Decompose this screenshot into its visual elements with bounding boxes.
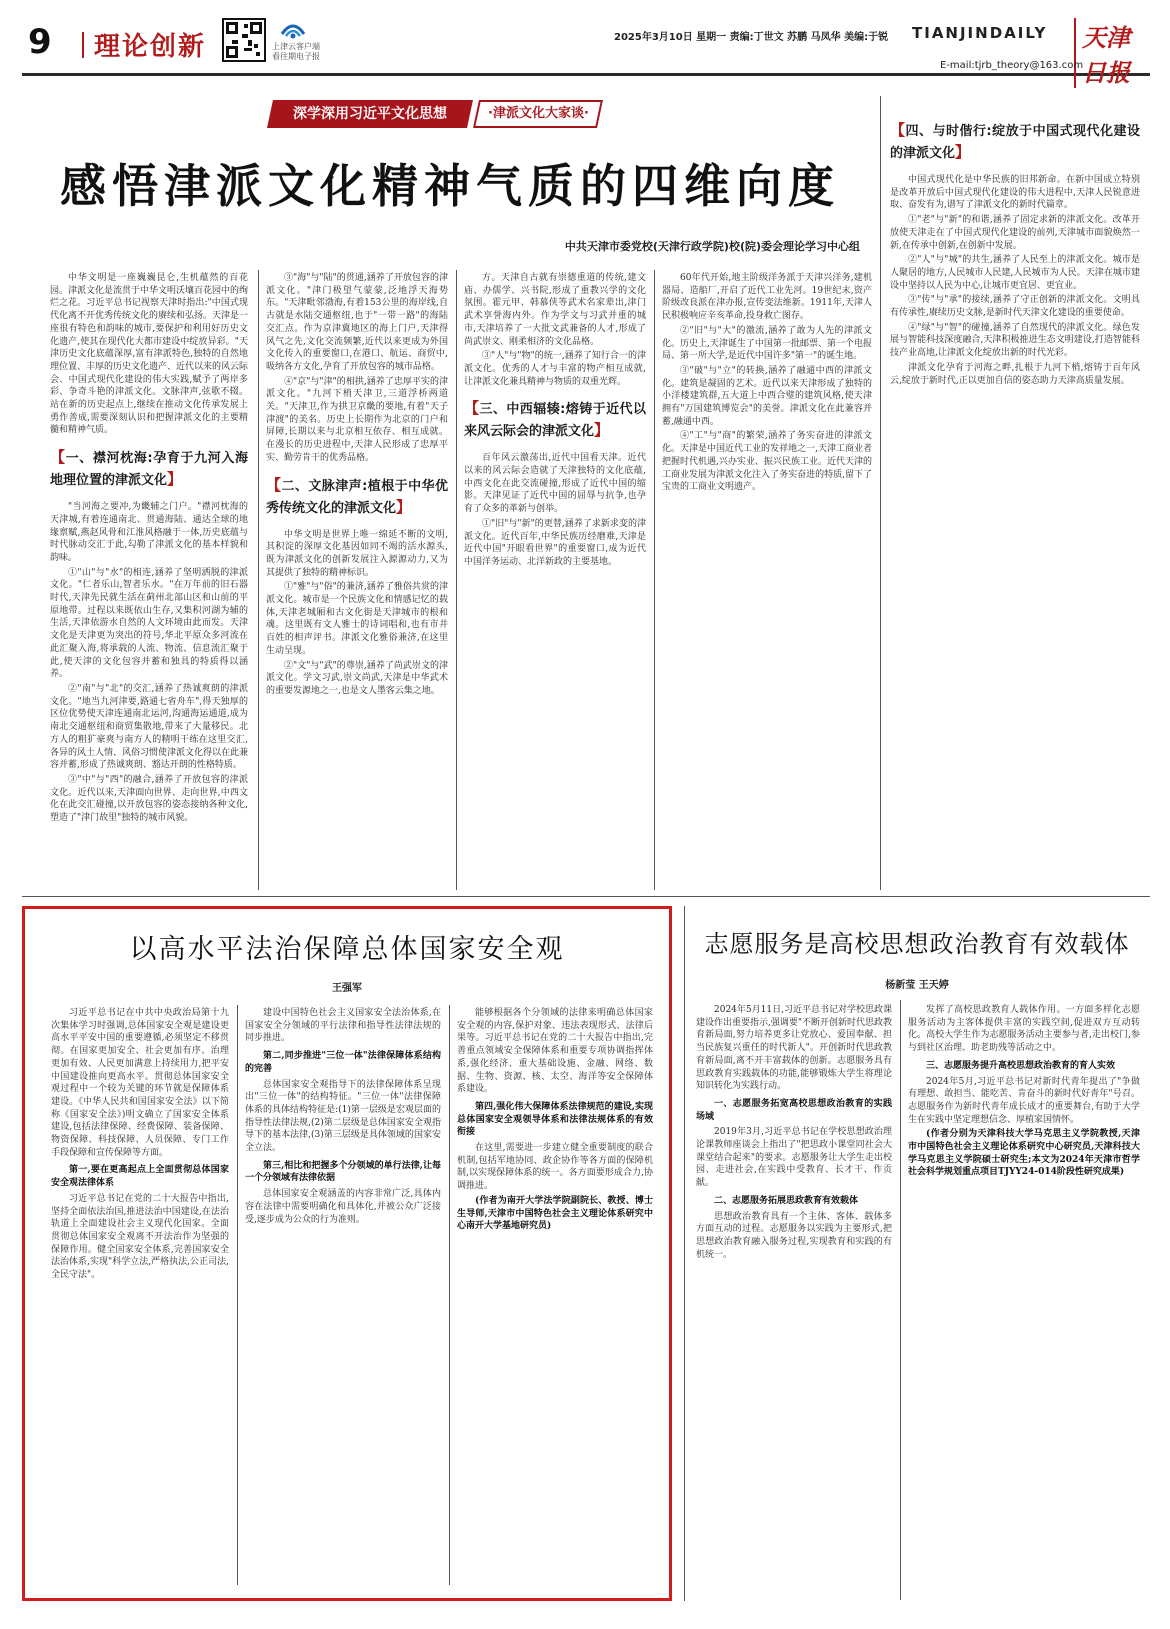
body-paragraph: 中华文明是一座巍巍昆仑,生机蕴然的百花园。津派文化是流贯于中华文明沃壤百花园中的绚烂之花。习近平总书记视察天津时指出:"中国式现代化离不开优秀传统文化的赓续和弘扬。天津是一座很有特色和韵味的城市,要保护和利用好历史文化遗产,使其在现代化大都市建设中绽放异彩。"天津历史文化底蕴深厚,富有津派特色,独特的自然地理位置、丰厚的历史文化遗产、近代以来的风云际会、中国式现代化建设的伟大实践,赋予了两岸多彩、争奇斗艳的津派文化。文脉津声,弦歌不辍。站在新的历史起点上,继续在推动文化传承发展上勇作善成,需要深刻认识和把握津派文化的主要精髓和精神气质。 bbox=[50, 273, 248, 436]
body-paragraph: 2024年5月11日,习近平总书记对学校思政课建设作出重要指示,强调要"不断开创新时代思政教育新局面,努力培养更多让党放心、爱国奉献、担当民族复兴重任的时代新人"。开创新时代思政教育新局面,离不开丰富载体的创新。志愿服务具有思政教育实践载体的功能,能够锻炼大学生将理论知识转化为实践行动。 bbox=[696, 1005, 892, 1092]
subhead-4: 【四、与时偕行:绽放于中国式现代化建设的津派文化】 bbox=[890, 121, 1140, 161]
body-paragraph: 习近平总书记在党的二十大报告中指出,坚持全面依法治国,推进法治中国建设,在法治轨道上全面建设社会主义现代化国家。全面贯彻总体国家安全观离不开法治作为坚强的保障作用。健全国家安全体系,完善国家安全法治体系,实现"科学立法,严格执法,公正司法,全民守法"。 bbox=[51, 1193, 229, 1281]
email-address[interactable]: E-mail:tjrb_theory@163.com bbox=[940, 60, 1084, 71]
feature-column-2 bbox=[266, 272, 448, 887]
app-logo-icon bbox=[278, 18, 308, 40]
body-paragraph: ①"旧"与"新"的更替,涵养了求新求变的津派文化。近代百年,中华民族历经磨难,天津是近代中国"开眼看世界"的重要窗口,成为近代中国洋务运动、北洋新政的主要基地。 bbox=[464, 518, 646, 567]
body-paragraph: 总体国家安全观指导下的法律保障体系呈现出"三位一体"的结构特征。"三位一体"法律保障体系的具体结构特征是:(1)第一层级是宏观层面的指导性法律法规,(2)第二层级是总体国家安全观指导下的基本法律,(3)第三层级是具体领域的国家安全立法。 bbox=[245, 1079, 441, 1154]
body-paragraph: 思想政治教育具有一个主体、客体、载体多方面互动的过程。志愿服务以实践为主要形式,把思想政治教育融入服务过程,实现教育和实践的有机统一。 bbox=[696, 1211, 892, 1260]
kicker-series-tag: ·津派文化大家谈· bbox=[473, 100, 603, 128]
kicker-column-tag: 深学深用习近平文化思想 bbox=[267, 100, 473, 128]
body-paragraph: ③"人"与"物"的统一,涵养了知行合一的津派文化。优秀的人才与丰富的物产相互成就,让津派文化兼具精神与物质的双重光辉。 bbox=[464, 351, 646, 387]
law-section-heading: 第一,要在更高起点上全面贯彻总体国家安全观法律体系 bbox=[51, 1165, 229, 1189]
main-headline: 感悟津派文化精神气质的四维向度 bbox=[60, 159, 840, 213]
body-paragraph: "当河海之要冲,为畿辅之门户。"襟河枕海的天津城,有着连通南北、贯通海陆、通达全球的地缘禀赋,燕赵风骨和江淮风格融于一体,历史底蕴与时代脉动交汇于此,勾勒了津派文化的基本样貌和韵味。 bbox=[50, 502, 248, 563]
body-paragraph: 2019年3月,习近平总书记在学校思想政治理论课教师座谈会上指出了"把思政小课堂同社会大课堂结合起来"的要求。志愿服务让大学生走出校园、走进社会,在实践中受教育、长才干、作贡献。 bbox=[696, 1127, 892, 1189]
body-paragraph: 中国式现代化是中华民族的旧邦新命。在新中国成立特别是改革开放后中国式现代化建设的伟大进程中,天津人民锐意进取、奋发有为,谱写了津派文化的新时代篇章。 bbox=[890, 175, 1140, 211]
body-paragraph: 中华文明是世界上唯一绵延不断的文明,其积淀的深厚文化基因如同不竭的活水源头,既为津派文化的创新发展注入源源动力,又为其提供了独特的精神标识。 bbox=[266, 529, 448, 578]
paper-name-latin: TIANJINDAILY bbox=[912, 24, 1048, 42]
volunteer-section-heading: 三、志愿服务提升高校思想政治教育的育人实效 bbox=[926, 1060, 1116, 1071]
law-column-2 bbox=[245, 1007, 441, 1585]
volunteer-section-heading: 二、志愿服务拓展思政教育有效载体 bbox=[714, 1195, 859, 1206]
column-rule bbox=[237, 1005, 238, 1585]
app-caption: 上津云客户端 看往期电子报 bbox=[272, 42, 320, 61]
feature-column-3 bbox=[464, 272, 646, 887]
law-section-heading: 第四,强化伟大保障体系法律规范的建设,实现总体国家安全观领导体系和法律法规体系的有效衔接 bbox=[457, 1101, 653, 1138]
law-column-3 bbox=[457, 1007, 653, 1585]
body-paragraph: ①"雅"与"俗"的兼济,涵养了雅俗共赏的津派文化。城市是一个民族文化和情感记忆的载体,天津老城厢和古文化街是天津城市的根和魂。这里既有文人雅士的诗词唱和,也有市井百姓的相声评书。津派文化雅俗兼济,在这里生动呈现。 bbox=[266, 582, 448, 656]
law-section-heading: 第二,同步推进"三位一体"法律保障体系结构的完善 bbox=[245, 1051, 441, 1074]
column-rule bbox=[684, 906, 685, 1601]
section-name: 理论创新 bbox=[94, 32, 207, 62]
body-paragraph: 能够根据各个分领域的法律来明确总体国家安全观的内容,保护对象、违法表现形式、法律后果等。习近平总书记在党的二十大报告中指出,完善重点领域安全保障体系和重要专项协调指挥体系,强化经济、重大基础设施、金融、网络、数据、生物、资源、核、太空、海洋等安全保障体系建设。 bbox=[457, 1008, 653, 1095]
body-paragraph: 在这里,需要进一步建立健全重要制度的联合机制,包括军地协同、政企协作等各方面的保障机制,以实现保障体系的统一。各方面要形成合力,协调推进。 bbox=[457, 1143, 653, 1192]
volunteer-section-heading: 一、志愿服务拓宽高校思想政治教育的实践场域 bbox=[696, 1098, 892, 1122]
subhead-2: 【二、文脉津声:植根于中华优秀传统文化的津派文化】 bbox=[266, 475, 448, 516]
body-paragraph: 习近平总书记在中共中央政治局第十九次集体学习时强调,总体国家安全观是建设更高水平平安中国的重要遵循,必须坚定不移贯彻。在国家更加安全、社会更加有序、治理更加有效、人民更加满意上持续用力,把平安中国建设推向更高水平。贯彻总体国家安全观过程中一个较为关键的环节就是保障体系建设。《中华人民共和国国家安全法》以下简称《国家安全法》)明文确立了国家安全体系建设,包括法律保障、经费保障、装备保障、物资保障、科技保障、人员保障、专门工作手段保障和宣传保障等方面。 bbox=[51, 1008, 229, 1158]
body-paragraph: 百年风云激荡出,近代中国看天津。近代以来的风云际会造就了天津独特的文化底蕴,中西文化在此交流碰撞,形成了近代中国的缩影。天津见证了近代中国的屈辱与抗争,也孕育了众多的革新与创举。 bbox=[464, 453, 646, 515]
subhead-3: 【三、中西辐辏:熔铸于近代以来风云际会的津派文化】 bbox=[464, 399, 646, 440]
section-divider bbox=[82, 32, 84, 58]
body-paragraph: ④"工"与"商"的繁荣,涵养了务实奋进的津派文化。天津是中国近代工业的发祥地之一,天津工商业者把握时代机遇,兴办实业、振兴民族工业。近代天津的工商业发展为津派文化注入了务实奋进的特质,留下了宝贵的工商业文明遗产。 bbox=[662, 431, 872, 493]
subhead-1: 【一、襟河枕海:孕育于九河入海地理位置的津派文化】 bbox=[50, 448, 248, 489]
body-paragraph: 2024年5月,习近平总书记对新时代青年提出了"争做有理想、敢担当、能吃苦、肯奋斗的新时代好青年"号召。志愿服务作为新时代青年成长成才的重要舞台,有助于大学生在实践中坚定理想信念、厚植家国情怀。 bbox=[908, 1076, 1140, 1125]
author-note: (作者分别为天津科技大学马克思主义学院教授,天津市中国特色社会主义理论体系研究中心研究员,天津科技大学马克思主义学院硕士研究生;本文为2024年天津市哲学社会科学规划重点项目TJYY24-014阶段性研究成果) bbox=[908, 1129, 1140, 1178]
volunteer-column-2 bbox=[908, 1004, 1140, 1600]
qr-code-icon[interactable] bbox=[222, 18, 266, 62]
law-section-heading: 第三,相比和把握多个分领域的单行法律,让每一个分领域有法律依据 bbox=[245, 1160, 441, 1184]
column-rule bbox=[456, 270, 457, 890]
column-rule bbox=[449, 1005, 450, 1585]
body-paragraph: ②"人"与"城"的共生,涵养了人民至上的津派文化。城市是人聚居的地方,人民城市人民建,人民城市为人民。天津在城市建设中坚持以人民为中心,让城市更宜居、更宜业。 bbox=[890, 255, 1140, 291]
volunteer-article-title: 志愿服务是高校思想政治教育有效载体 bbox=[704, 930, 1130, 958]
law-column-1 bbox=[51, 1007, 229, 1585]
volunteer-column-1 bbox=[696, 1004, 892, 1600]
volunteer-article-author: 杨新莹 王天婷 bbox=[885, 980, 949, 991]
masthead bbox=[22, 16, 1150, 87]
body-paragraph: 建设中国特色社会主义国家安全法治体系,在国家安全分领域的平行法律和指导性法律法规的同步推进。 bbox=[245, 1008, 441, 1044]
body-paragraph: ①"山"与"水"的相连,涵养了坚明洒脱的津派文化。"仁者乐山,智者乐水。"在万年前的旧石器时代,天津先民就生活在蓟州北部山区和山前的平原地带。过程以来既依山生存,又集积河湖为辅的生活,天津依游水自然的人文环境由此而发。天津文化是天津更为突出的符号,华北平原众多河流在此汇聚入海,将承载的人流、物流、信息流汇聚于此,使天津的文化包容并蓄和独具的特质得以涵养。 bbox=[50, 567, 248, 680]
body-paragraph: 发挥了高校思政教育人载体作用。一方面多样化志愿服务活动为主客体提供丰富的实践空间,促进双方互动转化。高校大学生作为志愿服务活动主要参与者,走出校门,参与到社区治理、助老助残等活动之中。 bbox=[908, 1005, 1140, 1054]
law-article-title: 以高水平法治保障总体国家安全观 bbox=[129, 934, 565, 965]
author-note: (作者为南开大学法学院副院长、教授、博士生导师,天津市中国特色社会主义理论体系研究中心南开大学基地研究员) bbox=[457, 1195, 653, 1232]
page-number: 9 bbox=[28, 22, 52, 62]
law-article-box bbox=[22, 906, 672, 1601]
main-byline: 中共天津市委党校(天津行政学院)校(院)委会理论学习中心组 bbox=[564, 240, 860, 253]
body-paragraph: ③"海"与"陆"的贯通,涵养了开放包容的津派文化。"津门极望气蒙蒙,泛地浮天海势东。"天津毗邻渤海,有着153公里的海岸线,自古就是水陆交通枢纽,也于"一带一路"的海陆交汇点。作为京津冀地区的海上门户,天津得风气之先,文化交流频繁,近代以来更成为外国文化传入的重要窗口,在港口、航运、商贸中,吸纳各方文化,孕育了开放包容的城市品格。 bbox=[266, 273, 448, 372]
body-paragraph: ③"破"与"立"的转换,涵养了融通中西的津派文化。建筑是凝固的艺术。近代以来天津形成了独特的小洋楼建筑群,五大道上中西合璧的建筑风格,使天津拥有"万国建筑博览会"的美誉。津派文化在此兼容并蓄,融通中西。 bbox=[662, 365, 872, 427]
body-paragraph: ②"南"与"北"的交汇,涵养了热诚爽朗的津派文化。"地当九河津要,路通七省舟车",得天独厚的区位优势使天津连通南北运河,沟通海运通道,成为南北交通枢纽和商贸集散地,带来了大量移民。北方人的粗犷豪爽与南方人的精明干练在这里交汇,各异的风土人情、风俗习惯使津派文化得以在此兼容并蓄,形成了热诚爽朗、豁达开朗的性格特质。 bbox=[50, 683, 248, 771]
body-paragraph: 60年代开始,地主阶级洋务派于天津兴洋务,建机器局、造船厂,开启了近代工业先河。19世纪末,资产阶级改良派在津办报,宣传变法维新。1911年,天津人民积极响应辛亥革命,投身救亡图存。 bbox=[662, 273, 872, 322]
section-rule bbox=[22, 896, 1150, 897]
law-article-author: 王强军 bbox=[332, 983, 362, 994]
body-paragraph: 总体国家安全观涵盖的内容非常广泛,具体内容在法律中需要明确化和具体化,并被公众广泛接受,逐步成为公众的行为准则。 bbox=[245, 1189, 441, 1225]
paper-logo: 天津日报 bbox=[1074, 18, 1150, 88]
body-paragraph: ③"传"与"承"的接续,涵养了守正创新的津派文化。文明具有传承性,赓续历史文脉,是新时代天津文化建设的重要使命。 bbox=[890, 295, 1140, 319]
body-paragraph: ③"中"与"西"的融合,涵养了开放包容的津派文化。近代以来,天津面向世界、走向世界,中西文化在此交汇碰撞,以开放包容的姿态接纳各种文化,塑造了"津门故里"独特的城市风貌。 bbox=[50, 774, 248, 824]
date-editors-line: 2025年3月10日 星期一 责编:丁世文 苏鹏 马凤华 美编:于锐 bbox=[614, 32, 889, 43]
feature-column-1 bbox=[50, 272, 248, 887]
column-rule bbox=[880, 96, 881, 890]
body-paragraph: ②"文"与"武"的尊崇,涵养了尚武崇文的津派文化。学文习武,崇文尚武,天津是中华武术的重要发源地之一,也是文人墨客云集之地。 bbox=[266, 660, 448, 696]
column-rule bbox=[258, 270, 259, 890]
column-rule bbox=[900, 1000, 901, 1600]
body-paragraph: 津派文化孕育于河海之畔,扎根于九河下梢,熔铸于百年风云,绽放于新时代,正以更加自信的姿态助力天津高质量发展。 bbox=[890, 362, 1140, 386]
body-paragraph: ④"绿"与"智"的碰撞,涵养了自然现代的津派文化。绿色发展与智能科技深度融合,天津积极推进生态文明建设,打造智能科技产业高地,让津派文化绽放出新的时代光彩。 bbox=[890, 322, 1140, 359]
feature-column-5 bbox=[890, 110, 1140, 887]
body-paragraph: ②"旧"与"大"的激流,涵养了敢为人先的津派文化。历史上,天津诞生了中国第一批邮票、第一个电报局、第一所大学,是近代中国许多"第一"的诞生地。 bbox=[662, 325, 872, 362]
body-paragraph: 方。天津自古就有崇德重道的传统,建文庙、办儒学、兴书院,形成了重教兴学的文化氛围。霍元甲、韩慕侠等武术名家辈出,津门武术享誉海内外。作为学文与习武并重的城市,天津培养了一大批文武兼备的人才,形成了尚武崇文、刚柔相济的文化品格。 bbox=[464, 273, 646, 347]
column-rule bbox=[654, 270, 655, 890]
feature-column-4 bbox=[662, 272, 872, 887]
body-paragraph: ①"老"与"新"的和谐,涵养了固定求新的津派文化。改革开放使天津走在了中国式现代化建设的前列,天津城市面貌焕然一新,在传承中创新,在创新中发展。 bbox=[890, 215, 1140, 251]
body-paragraph: ④"京"与"津"的相拱,涵养了忠厚平实的津派文化。"九河下梢天津卫,三道浮桥两道关。"天津卫,作为拱卫京畿的要地,有着"天子津渡"的美名。历史上长期作为北京的门户和屏障,长期以来与北京相互依存、相互成就。在漫长的历史进程中,天津人民形成了忠厚平实、勤劳肯干的优秀品格。 bbox=[266, 376, 448, 463]
